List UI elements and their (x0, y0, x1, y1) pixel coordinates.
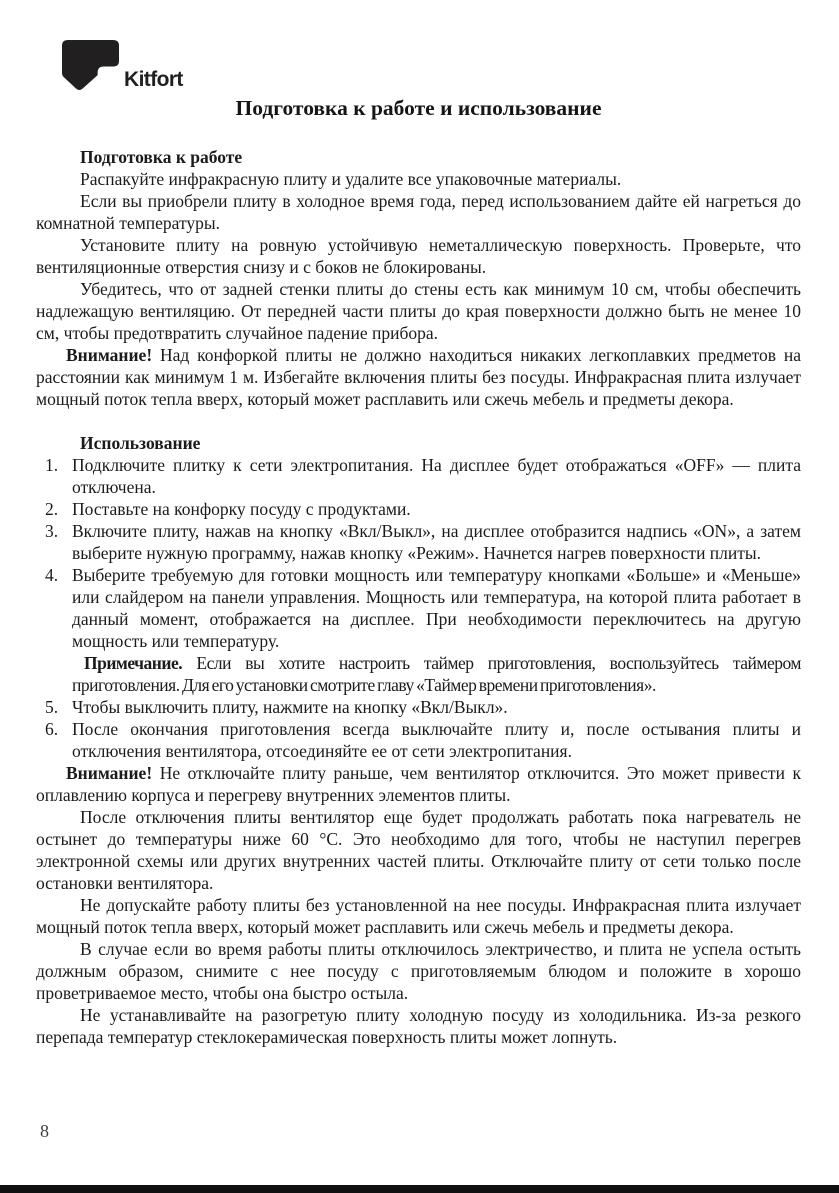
step-number: 3. (45, 521, 59, 541)
step-item-2 (36, 498, 801, 520)
section-preparation (36, 146, 801, 410)
paragraph-unpack: Распакуйте инфракрасную плиту и удалите все упаковочные материалы. (80, 169, 622, 189)
paragraph-surface: Установите плиту на ровную устойчивую неметаллическую поверхность. Проверьте, что вентиляционные отверстия снизу и с боков не блокированы. (36, 235, 801, 277)
brand-name: Kitfort (124, 68, 183, 91)
paragraph-power-outage: В случае если во время работы плиты отключилось электричество, и плита не успела остыть должным образом, снимите с нее посуду с приготовляемым блюдом и положите в хорошо проветриваемое место, чтобы она быстро остыла. (36, 939, 801, 1003)
step-text: Выберите требуемую для готовки мощность или температуру кнопками «Больше» и «Меньше» или слайдером на панели управления. Мощность или температура, на которой плита работает в данный момент, отображается на дисплее. При необходимости переключитесь на другую мощность или температуру. (72, 565, 801, 651)
paragraph-cold-season: Если вы приобрели плиту в холодное время года, перед использованием дайте ей нагреться до комнатной температуры. (36, 191, 801, 233)
warning-label: Внимание! (66, 763, 153, 783)
step-item-6 (36, 718, 801, 762)
section-usage (36, 432, 801, 1048)
step-item-5 (36, 696, 801, 718)
step-number: 6. (45, 719, 59, 739)
step-number: 2. (45, 499, 59, 519)
step-number: 4. (45, 565, 59, 585)
usage-heading: Использование (80, 433, 201, 453)
step-item-3 (36, 520, 801, 564)
warning-paragraph-prep (36, 344, 801, 410)
step-number: 1. (45, 455, 59, 475)
step-text: Чтобы выключить плиту, нажмите на кнопку «Вкл/Выкл». (72, 697, 508, 717)
step-number: 5. (45, 697, 59, 717)
step-note (72, 652, 801, 696)
paragraph-fan: После отключения плиты вентилятор еще будет продолжать работать пока нагреватель не остынет до температуры ниже 60 °С. Это необходимо для того, чтобы не наступил перегрев электронной схемы или других внутренних частей плиты. Отключайте плиту от сети только после остановки вентилятора. (36, 807, 801, 893)
kitfort-logo-icon (62, 40, 119, 91)
note-text: Если вы хотите настроить таймер приготовления, воспользуйтесь таймером приготовления. Для его установки смотрите главу «Таймер времени приготовления». (72, 653, 801, 695)
page-number: 8 (40, 1121, 49, 1141)
step-text: Включите плиту, нажав на кнопку «Вкл/Выкл», на дисплее отобразится надпись «ON», а затем выберите нужную программу, нажав кнопку «Режим». Начнется нагрев поверхности плиты. (72, 521, 801, 563)
warning-label: Внимание! (66, 345, 153, 365)
paragraph-clearance: Убедитесь, что от задней стенки плиты до стены есть как минимум 10 см, чтобы обеспечить надлежащую вентиляцию. От передней части плиты до края поверхности должно быть не менее 10 см, чтобы предотвратить случайное падение прибора. (36, 279, 801, 343)
paragraph-cold-dishes: Не устанавливайте на разогретую плиту холодную посуду из холодильника. Из-за резкого перепада температур стеклокерамическая поверхность плиты может лопнуть. (36, 1005, 801, 1047)
note-label: Примечание. (84, 653, 183, 673)
usage-steps (36, 454, 801, 762)
paragraph-no-empty: Не допускайте работу плиты без установленной на нее посуды. Инфракрасная плита излучает мощный поток тепла вверх, который может расплавить или сжечь мебель и предметы декора. (36, 895, 801, 937)
step-item-1 (36, 454, 801, 498)
warning-text: Не отключайте плиту раньше, чем вентилятор отключится. Это может привести к оплавлению корпуса и перегреву внутренних элементов плиты. (36, 763, 801, 805)
preparation-heading: Подготовка к работе (80, 147, 243, 167)
page-content (36, 146, 801, 1048)
step-text: Подключите плитку к сети электропитания. На дисплее будет отображаться «OFF» — плита отключена. (72, 455, 801, 497)
warning-text: Над конфоркой плиты не должно находиться никаких легкоплавких предметов на расстоянии как минимум 1 м. Избегайте включения плиты без посуды. Инфракрасная плита излучает мощный поток тепла вверх, который может расплавить или сжечь мебель и предметы декора. (36, 345, 801, 409)
page-title: Подготовка к работе и использование (235, 96, 602, 120)
bottom-bar (0, 1185, 839, 1193)
warning-paragraph-usage (36, 762, 801, 806)
step-text: После окончания приготовления всегда выключайте плиту и, после остывания плиты и отключения вентилятора, отсоединяйте ее от сети электропитания. (72, 719, 801, 761)
step-text: Поставьте на конфорку посуду с продуктами. (72, 499, 411, 519)
brand-header (62, 40, 183, 91)
step-item-4 (36, 564, 801, 696)
